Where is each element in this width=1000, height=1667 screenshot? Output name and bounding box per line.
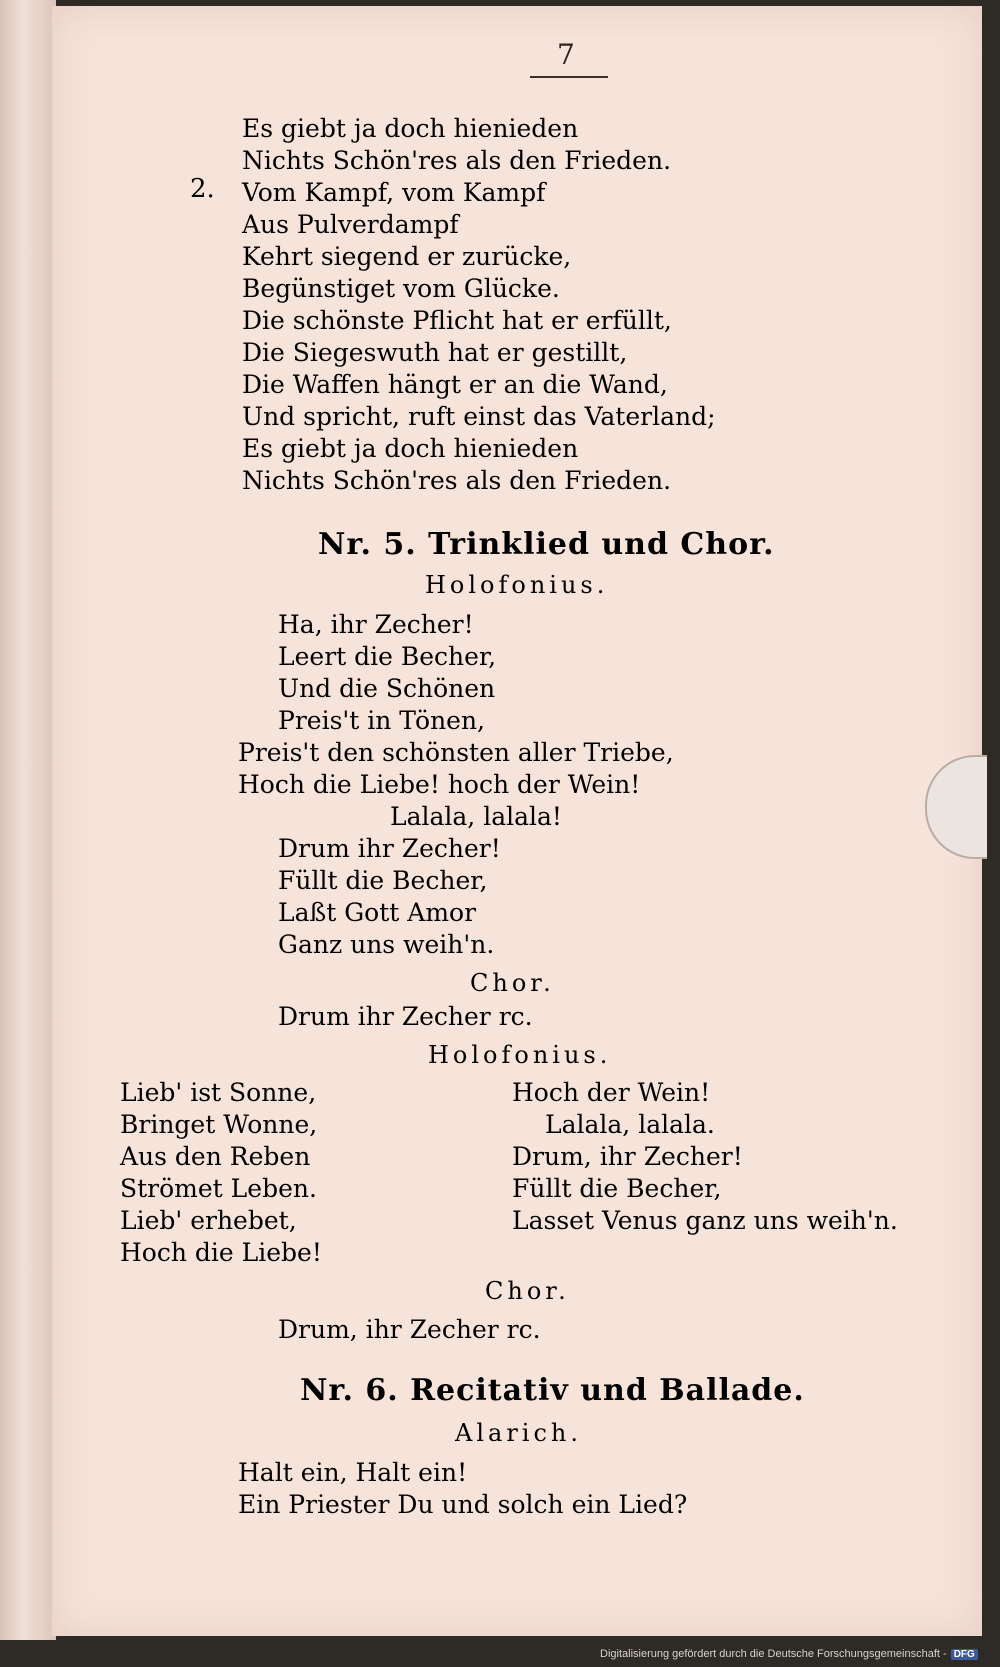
stanza-line: Es giebt ja doch hienieden: [242, 114, 579, 143]
stanza-line: Aus Pulverdampf: [242, 210, 459, 239]
recitative-line: Ein Priester Du und solch ein Lied?: [238, 1490, 688, 1519]
song-line: Preis't den schönsten aller Triebe,: [238, 738, 674, 767]
book-spine: [0, 0, 56, 1640]
left-column-line: Lieb' erhebet,: [120, 1206, 297, 1235]
speaker-name: Holofonius.: [428, 1041, 612, 1069]
song-line: Leert die Becher,: [278, 642, 497, 671]
speaker-name: Holofonius.: [425, 571, 609, 599]
chorus-label: Chor.: [470, 969, 555, 997]
left-column-line: Lieb' ist Sonne,: [120, 1078, 317, 1107]
left-column-line: Bringet Wonne,: [120, 1110, 318, 1139]
section-heading-nr6: Nr. 6. Recitativ und Ballade.: [300, 1373, 805, 1408]
page-number-rule: [530, 76, 608, 78]
song-line: Drum ihr Zecher!: [278, 834, 501, 863]
stanza-line: Die Siegeswuth hat er gestillt,: [242, 338, 628, 367]
song-line: Füllt die Becher,: [278, 866, 488, 895]
chorus-label: Chor.: [485, 1277, 570, 1305]
left-column-line: Aus den Reben: [120, 1142, 311, 1171]
song-line: Ha, ihr Zecher!: [278, 610, 474, 639]
song-line: Und die Schönen: [278, 674, 496, 703]
speaker-name: Alarich.: [455, 1419, 582, 1447]
stanza-line: Nichts Schön'res als den Frieden.: [242, 146, 672, 175]
stanza-line: Nichts Schön'res als den Frieden.: [242, 466, 672, 495]
stanza-line: Die schönste Pflicht hat er erfüllt,: [242, 306, 672, 335]
song-line: Hoch die Liebe! hoch der Wein!: [238, 770, 641, 799]
verse-number: 2.: [190, 174, 215, 204]
stanza-line: Es giebt ja doch hienieden: [242, 434, 579, 463]
stanza-line: Vom Kampf, vom Kampf: [242, 178, 546, 207]
right-column-line: Drum, ihr Zecher!: [512, 1142, 743, 1171]
left-column-line: Hoch die Liebe!: [120, 1238, 322, 1267]
song-line: Laßt Gott Amor: [278, 898, 477, 927]
right-column-line: Füllt die Becher,: [512, 1174, 722, 1203]
stanza-line: Die Waffen hängt er an die Wand,: [242, 370, 668, 399]
right-column-line: Hoch der Wein!: [512, 1078, 711, 1107]
dfg-logo: DFG: [951, 1649, 978, 1660]
song-line: Lalala, lalala!: [390, 802, 562, 831]
credit-text: Digitalisierung gefördert durch die Deutsche Forschungsgemeinschaft -: [600, 1648, 947, 1660]
chorus-line: Drum, ihr Zecher rc.: [278, 1315, 541, 1344]
stanza-line: Und spricht, ruft einst das Vaterland;: [242, 402, 716, 431]
recitative-line: Halt ein, Halt ein!: [238, 1458, 468, 1487]
chorus-line: Drum ihr Zecher rc.: [278, 1002, 533, 1031]
section-heading-nr5: Nr. 5. Trinklied und Chor.: [318, 527, 775, 562]
digitization-credit: [600, 1648, 978, 1660]
right-column-line: Lasset Venus ganz uns weih'n.: [512, 1206, 898, 1235]
song-line: Preis't in Tönen,: [278, 706, 486, 735]
page-number: 7: [557, 38, 575, 71]
left-column-line: Strömet Leben.: [120, 1174, 317, 1203]
stanza-line: Begünstiget vom Glücke.: [242, 274, 560, 303]
right-column-line: Lalala, lalala.: [545, 1110, 715, 1139]
stanza-line: Kehrt siegend er zurücke,: [242, 242, 572, 271]
song-line: Ganz uns weih'n.: [278, 930, 495, 959]
